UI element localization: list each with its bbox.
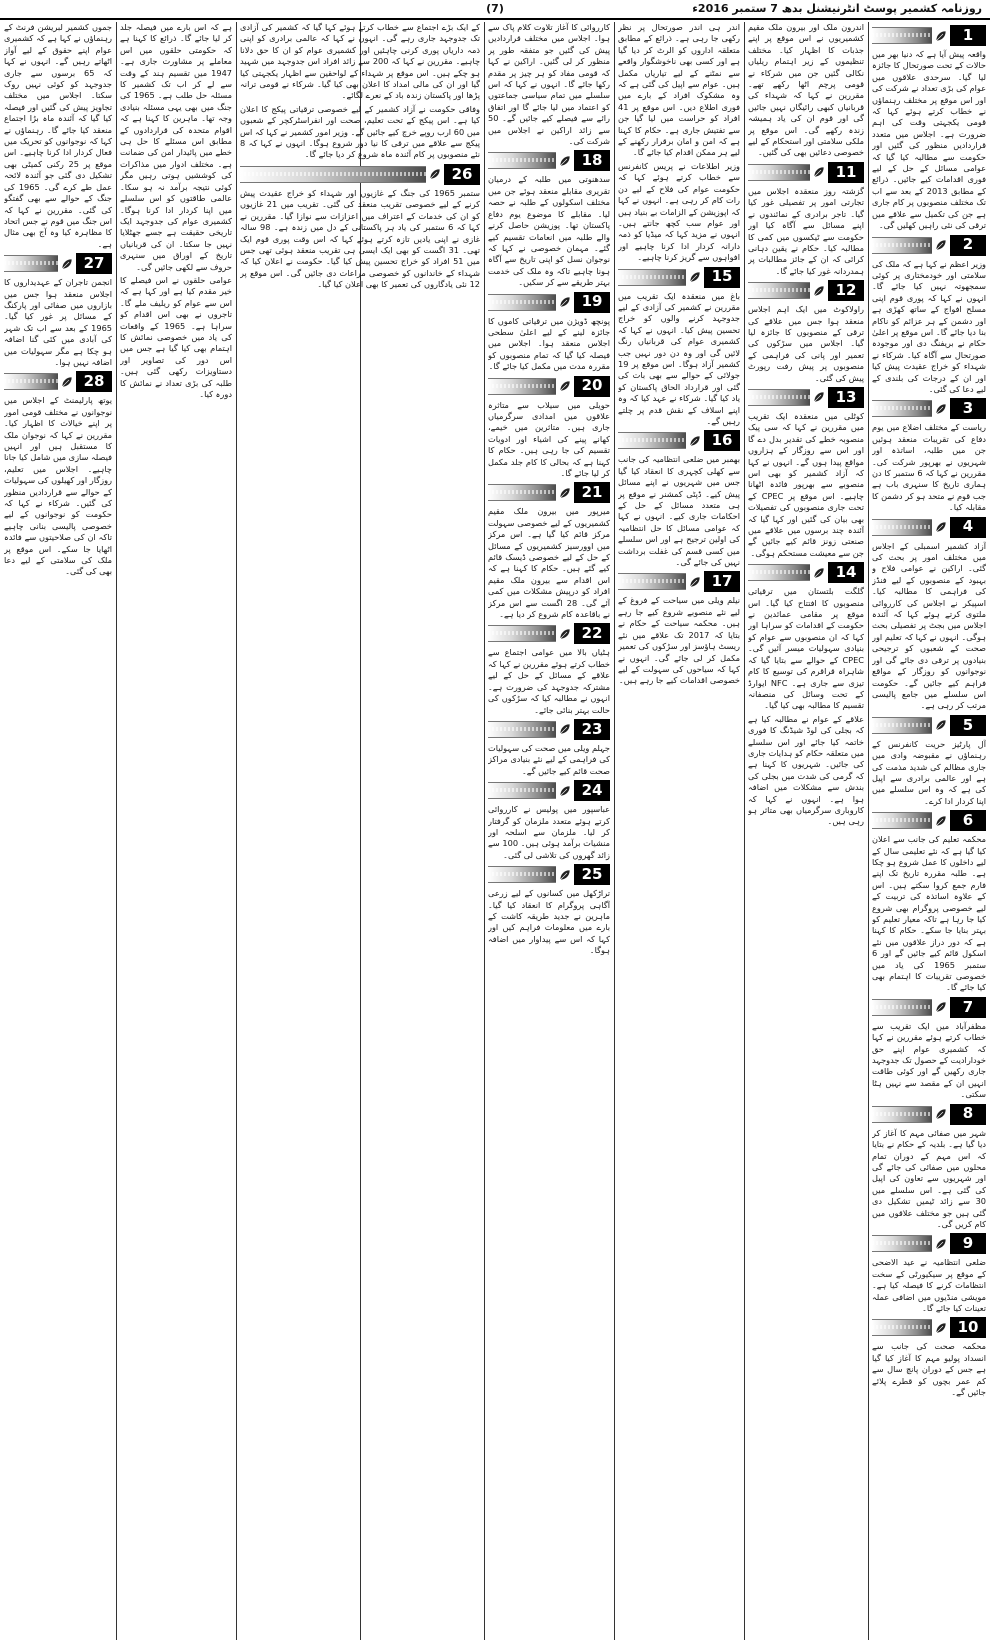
news-item-text: میرپور میں بیرون ملک مقیم کشمیریوں کے لیے خصوصی سہولت مرکز قائم کیا گیا ہے۔ اس مرکز میں اوورسیز کشمیریوں کے مسائل کے حل کے لیے خصوصی ڈیسک قائم کیے گئے ہیں۔ حکام کا کہنا ہے کہ اس اقدام سے بیرون ملک مقیم افراد کو درپیش مشکلات میں کمی آئے گی۔ 28 اگست سے اس مرکز نے باقاعدہ کام شروع کر دیا ہے۔ xyxy=(488,506,610,620)
news-item-text: نیلم ویلی میں سیاحت کے فروغ کے لیے نئے منصوبے شروع کیے جا رہے ہیں۔ محکمہ سیاحت کے حکام نے بتایا کہ 2017 تک علاقے میں نئے ریسٹ ہاؤسز اور سڑکوں کی تعمیر مکمل کر لی جائے گی۔ انہوں نے کہا کہ سیاحوں کی سہولت کے لیے خصوصی اقدامات کیے جا رہے ہیں۔ xyxy=(618,595,740,686)
news-item xyxy=(488,780,610,861)
news-item-text: وزیر اطلاعات نے پریس کانفرنس سے خطاب کرتے ہوئے کہا کہ حکومت عوام کی فلاح کے لیے دن رات کام کر رہی ہے۔ انہوں نے کہا کہ اپوزیشن کے الزامات بے بنیاد ہیں اور عوام سب کچھ جانتے ہیں۔ انہوں نے مزید کہا کہ میڈیا کو ذمہ دارانہ کردار ادا کرنا چاہیے اور افواہوں سے گریز کرنا چاہیے۔ xyxy=(618,160,740,263)
news-item-header xyxy=(488,482,610,503)
news-item xyxy=(618,267,740,428)
gradient-bar xyxy=(872,1319,932,1336)
news-item-number: 14 xyxy=(828,562,864,583)
news-item-header xyxy=(748,387,864,408)
gradient-bar xyxy=(488,625,556,642)
leaf-ornament-icon xyxy=(934,402,948,416)
news-item-header xyxy=(872,1104,986,1125)
news-item-header xyxy=(872,398,986,419)
leaf-ornament-icon xyxy=(60,257,74,271)
leaf-ornament-icon xyxy=(934,1000,948,1014)
news-item xyxy=(872,517,986,712)
leaf-ornament-icon xyxy=(934,1321,948,1335)
column-rule xyxy=(614,22,615,1640)
news-item-text: بھمبر میں ضلعی انتظامیہ کی جانب سے کھلی کچہری کا انعقاد کیا گیا جس میں شہریوں نے اپنے مسائل پیش کیے۔ ڈپٹی کمشنر نے موقع پر ہی متعدد مسائل کے حل کے احکامات جاری کیے۔ انہوں نے کہا کہ عوامی مسائل کا حل انتظامیہ کی اولین ترجیح ہے اور اس سلسلے میں کسی قسم کی غفلت برداشت نہیں کی جائے گی۔ xyxy=(618,454,740,568)
news-item-text: عوامی حلقوں نے اس فیصلے کا خیر مقدم کیا ہے اور کہا ہے کہ اس سے عوام کو ریلیف ملے گا۔ تاجروں نے بھی اس اقدام کو سراہا ہے۔ 1965 کے واقعات کی یاد میں خصوصی نمائش کا اہتمام بھی کیا گیا ہے جس میں اس دور کی تصاویر اور دستاویزات رکھی گئی ہیں۔ طلبہ کی بڑی تعداد نے نمائش کا دورہ کیا۔ xyxy=(120,274,232,399)
news-item-text: تراڑکھل میں کسانوں کے لیے زرعی آگاہی پروگرام کا انعقاد کیا گیا۔ ماہرین نے جدید طریقہ کاشت کے بارے میں معلومات فراہم کیں اور کہا کہ اس سے پیداوار میں اضافہ ہوگا۔ xyxy=(488,888,610,956)
leaf-ornament-icon xyxy=(558,295,572,309)
news-item-text: ہے کہ اس بارے میں فیصلہ جلد کر لیا جائے گا۔ ذرائع کا کہنا ہے کہ حکومتی حلقوں میں اس معاملے پر مشاورت جاری ہے۔ 1947 میں تقسیم ہند کے وقت سے لے کر اب تک کشمیر کا مسئلہ حل طلب ہے۔ 1965 کی جنگ میں بھی یہی مسئلہ بنیادی وجہ تھا۔ ماہرین کا کہنا ہے کہ اقوام متحدہ کی قراردادوں کے مطابق اس مسئلے کا حل ہی خطے میں پائیدار امن کی ضمانت ہے۔ مختلف ادوار میں مذاکرات کی کوششیں ہوتی رہیں مگر کوئی نتیجہ برآمد نہ ہو سکا۔ عالمی طاقتوں کو اس سلسلے میں اپنا کردار ادا کرنا ہوگا۔ کشمیری عوام کی جدوجہد ایک تاریخی حقیقت ہے جسے جھٹلایا نہیں جا سکتا۔ ان کی قربانیاں تاریخ کے اوراق میں سنہری حروف سے لکھی جائیں گی۔ xyxy=(120,22,232,272)
news-item xyxy=(872,25,986,232)
page-number: (7) xyxy=(486,2,504,15)
gradient-bar xyxy=(872,999,932,1016)
news-item-number: 10 xyxy=(950,1317,986,1338)
news-item-text: ریاست کے مختلف اضلاع میں یوم دفاع کی تقریبات منعقد ہوئیں جن میں طلبہ، اساتذہ اور شہریوں نے بھرپور شرکت کی۔ مقررین نے کہا کہ 6 ستمبر کا دن ہماری تاریخ کا سنہری باب ہے جب قوم نے متحد ہو کر دشمن کا مقابلہ کیا۔ xyxy=(872,422,986,513)
column-rule xyxy=(236,22,237,1640)
news-item-number: 16 xyxy=(704,430,740,451)
news-item-header xyxy=(872,715,986,736)
news-item xyxy=(4,22,112,250)
leaf-ornament-icon xyxy=(60,375,74,389)
gradient-bar xyxy=(488,294,556,311)
news-item xyxy=(120,275,232,400)
news-item-number: 26 xyxy=(444,164,480,185)
news-item xyxy=(488,623,610,715)
column-2 xyxy=(748,22,864,1640)
news-item xyxy=(872,810,986,994)
news-item-number: 18 xyxy=(574,150,610,171)
news-item xyxy=(488,719,610,777)
news-item-text: یوتھ پارلیمنٹ کے اجلاس میں نوجوانوں نے مختلف قومی امور پر اپنے خیالات کا اظہار کیا۔ مقررین نے کہا کہ نوجوان ملک کا مستقبل ہیں اور انہیں فیصلہ سازی میں شامل کیا جانا چاہیے۔ اجلاس میں تعلیم، روزگار اور کھیلوں کی سہولیات کے حوالے سے قراردادیں منظور کی گئیں۔ شرکاء نے کہا کہ حکومت کو نوجوانوں کے لیے خصوصی پالیسی بنانی چاہیے تاکہ ان کی صلاحیتوں سے فائدہ اٹھایا جا سکے۔ اس موقع پر ملک کی سلامتی کے لیے دعا بھی کی گئی۔ xyxy=(4,395,112,577)
news-item xyxy=(748,714,864,828)
gradient-bar xyxy=(240,166,426,183)
news-item xyxy=(240,22,480,102)
news-item-number: 28 xyxy=(76,371,112,392)
gradient-bar xyxy=(618,269,686,286)
news-item xyxy=(488,22,610,147)
news-item xyxy=(618,22,740,159)
news-item xyxy=(872,398,986,513)
news-item-header xyxy=(618,571,740,592)
leaf-ornament-icon xyxy=(688,434,702,448)
leaf-ornament-icon xyxy=(812,165,826,179)
news-item-header xyxy=(488,780,610,801)
news-item-text: آزاد کشمیر اسمبلی کے اجلاس میں مختلف امور پر بحث کی گئی۔ اراکین نے عوامی فلاح و بہبود کے منصوبوں کے لیے فنڈز کی فراہمی کا مطالبہ کیا۔ اسپیکر نے اجلاس کی کارروائی ملتوی کرتے ہوئے کہا کہ آئندہ اجلاس میں بجٹ پر تفصیلی بحث ہوگی۔ انہوں نے کہا کہ تعلیم اور صحت کے شعبوں کو ترجیحی بنیادوں پر ترقی دی جائے گی اور نوجوانوں کو روزگار کے مواقع فراہم کیے جائیں گے۔ حکومت اس سلسلے میں جامع پالیسی مرتب کر رہی ہے۔ xyxy=(872,540,986,711)
news-item-header xyxy=(872,517,986,538)
news-item xyxy=(618,571,740,686)
news-item-number: 15 xyxy=(704,267,740,288)
news-item-text: انجمن تاجران کے عہدیداروں کا اجلاس منعقد ہوا جس میں بازاروں میں صفائی اور پارکنگ کے مسائل پر غور کیا گیا۔ 1965 کے بعد سے اب تک شہر کی آبادی میں کئی گنا اضافہ ہو چکا ہے مگر سہولیات میں اضافہ نہیں ہوا۔ xyxy=(4,277,112,367)
news-item-text: ہٹیاں بالا میں عوامی اجتماع سے خطاب کرتے ہوئے مقررین نے کہا کہ علاقے کے مسائل کے حل کے لیے مشترکہ جدوجہد کی ضرورت ہے۔ انہوں نے مطالبہ کیا کہ سڑکوں کی حالت بہتر بنائی جائے۔ xyxy=(488,647,610,715)
gradient-bar xyxy=(4,255,58,272)
leaf-ornament-icon xyxy=(558,722,572,736)
leaf-ornament-icon xyxy=(558,784,572,798)
news-item-header xyxy=(4,371,112,392)
news-item-text: کوٹلی میں منعقدہ ایک تقریب میں مقررین نے کہا کہ سی پیک منصوبہ خطے کی تقدیر بدل دے گا اور اس سے روزگار کے ہزاروں مواقع پیدا ہوں گے۔ انہوں نے کہا کہ آزاد کشمیر کو بھی اس منصوبے سے بھرپور فائدہ اٹھانا چاہیے۔ اس موقع پر CPEC کے تحت جاری منصوبوں کی تفصیلات بھی بیان کی گئیں اور کہا گیا کہ آئندہ چند برسوں میں علاقے میں صنعتی زونز قائم کیے جائیں گے جن سے معیشت مستحکم ہوگی۔ xyxy=(748,410,864,558)
news-item-header xyxy=(488,719,610,740)
news-item-header xyxy=(748,280,864,301)
news-item-header xyxy=(488,864,610,885)
gradient-bar xyxy=(618,573,686,590)
gradient-bar xyxy=(488,721,556,738)
news-item-number: 7 xyxy=(950,997,986,1018)
news-item-number: 1 xyxy=(950,25,986,46)
leaf-ornament-icon xyxy=(934,238,948,252)
leaf-ornament-icon xyxy=(934,520,948,534)
column-5 xyxy=(240,22,480,1640)
gradient-bar xyxy=(488,782,556,799)
gradient-bar xyxy=(872,400,932,417)
news-item-header xyxy=(488,150,610,171)
news-item-header xyxy=(240,164,480,185)
news-item-text: محکمہ تعلیم کی جانب سے اعلان کیا گیا ہے کہ نئے تعلیمی سال کے لیے داخلوں کا عمل شروع ہو چکا ہے۔ طلبہ مقررہ تاریخ تک اپنے فارم جمع کروا سکتے ہیں۔ اس کے علاوہ اساتذہ کی تربیت کے لیے خصوصی پروگرام بھی شروع کیا جا رہا ہے تاکہ معیار تعلیم کو بہتر بنایا جا سکے۔ حکام کا کہنا ہے کہ دور دراز علاقوں میں نئے اسکول قائم کیے جائیں گے اور 6 ستمبر 1965 کی یاد میں خصوصی تقریبات کا اہتمام بھی کیا جائے گا۔ xyxy=(872,834,986,993)
news-item-text: اندرون ملک اور بیرون ملک مقیم کشمیریوں نے اس موقع پر اپنے جذبات کا اظہار کیا۔ مختلف تنظیموں کے زیر اہتمام ریلیاں نکالی گئیں جن میں شرکاء نے قومی پرچم اٹھا رکھے تھے۔ مقررین نے کہا کہ شہداء کی قربانیاں کبھی رائیگاں نہیں جائیں گی اور قوم ان کی یاد ہمیشہ زندہ رکھے گی۔ اس موقع پر ملکی سلامتی اور استحکام کے لیے خصوصی دعائیں بھی کی گئیں۔ xyxy=(748,22,864,158)
news-item xyxy=(488,864,610,956)
page-header xyxy=(0,0,990,20)
news-item-header xyxy=(488,376,610,397)
gradient-bar xyxy=(748,282,810,299)
news-item xyxy=(488,482,610,620)
news-item-text: آل پارٹیز حریت کانفرنس کے رہنماؤں نے مقبوضہ وادی میں جاری مظالم کی شدید مذمت کی ہے اور عالمی برادری سے اپیل کی ہے کہ وہ اس سلسلے میں اپنا کردار ادا کرے۔ xyxy=(872,738,986,806)
news-item-number: 27 xyxy=(76,253,112,274)
news-item-text: واقعہ پیش آیا ہے کہ دنیا بھر میں حالات کے تحت صورتحال کا جائزہ لیا گیا۔ سرحدی علاقوں میں عوام کی بڑی تعداد نے شرکت کی اور اس موقع پر مختلف رہنماؤں نے خطاب کرتے ہوئے کہا کہ قومی یکجہتی وقت کی اہم ضرورت ہے۔ اجلاس میں متعدد قراردادیں منظور کی گئیں اور حکومت سے مطالبہ کیا گیا کہ عوامی مسائل کے حل کے لیے فوری اقدامات کیے جائیں۔ ذرائع کے مطابق 2013 کے بعد سے اب تک مختلف منصوبوں پر کام جاری ہے جن کی تکمیل سے علاقے میں ترقی کی نئی راہیں کھلیں گی۔ xyxy=(872,49,986,231)
news-item-number: 17 xyxy=(704,571,740,592)
news-item-text: وفاقی حکومت نے آزاد کشمیر کے لیے خصوصی ترقیاتی پیکج کا اعلان کیا ہے۔ اس پیکج کے تحت تعلیم، صحت اور انفراسٹرکچر کے شعبوں میں 60 ارب روپے خرچ کیے جائیں گے۔ وزیر امور کشمیر نے کہا کہ اس پیکج سے علاقے میں ترقی کا نیا دور شروع ہوگا۔ انہوں نے کہا کہ 8 نئے منصوبوں پر کام آئندہ ماہ شروع کر دیا جائے گا۔ xyxy=(240,103,480,160)
news-item-text: ستمبر 1965 کی جنگ کے غازیوں اور شہداء کو خراج عقیدت پیش کرنے کے لیے خصوصی تقریب منعقد کی گئی۔ تقریب میں 21 غازیوں کو ان کی خدمات کے اعتراف میں اعزازات سے نوازا گیا۔ مقررین نے کہا کہ 6 ستمبر کی یاد ہر پاکستانی کے دل میں زندہ ہے۔ 98 سالہ غازی نے اپنی یادیں تازہ کرتے ہوئے کہا کہ اس وقت پوری قوم ایک تھی۔ 31 اگست کو بھی ایک ایسی ہی تقریب منعقد ہوئی تھی جس میں 51 افراد کو خراج تحسین پیش کیا گیا۔ حکومت نے اعلان کیا کہ شہداء کے خاندانوں کو خصوصی مراعات دی جائیں گی۔ اس موقع پر 12 نئی یادگاروں کی تعمیر کا بھی اعلان کیا گیا۔ xyxy=(240,187,480,290)
news-item xyxy=(748,387,864,559)
news-item xyxy=(748,280,864,384)
gradient-bar xyxy=(488,378,556,395)
gradient-bar xyxy=(748,564,810,581)
leaf-ornament-icon xyxy=(812,284,826,298)
gradient-bar xyxy=(748,164,810,181)
news-item-number: 9 xyxy=(950,1233,986,1254)
news-item xyxy=(488,376,610,480)
column-rule xyxy=(868,22,869,1640)
leaf-ornament-icon xyxy=(558,486,572,500)
news-item xyxy=(4,253,112,368)
news-item xyxy=(488,150,610,288)
masthead: روزنامہ کشمیر پوسٹ انٹرنیشنل بدھ 7 ستمبر 2016ء xyxy=(692,2,982,15)
leaf-ornament-icon xyxy=(688,270,702,284)
gradient-bar xyxy=(872,1106,932,1123)
news-item-number: 4 xyxy=(950,517,986,538)
leaf-ornament-icon xyxy=(558,379,572,393)
news-item-text: عباسپور میں پولیس نے کارروائی کرتے ہوئے متعدد ملزمان کو گرفتار کر لیا۔ ملزمان سے اسلحہ اور منشیات برآمد ہوئی ہیں۔ 100 سے زائد گھروں کی تلاشی لی گئی۔ xyxy=(488,804,610,860)
news-item-number: 21 xyxy=(574,482,610,503)
news-item-text: راولاکوٹ میں ایک اہم اجلاس منعقد ہوا جس میں علاقے کی ترقی کے منصوبوں کا جائزہ لیا گیا۔ اجلاس میں سڑکوں کی تعمیر اور پانی کی فراہمی کے منصوبوں پر پیش رفت رپورٹ پیش کی گئی۔ xyxy=(748,304,864,383)
news-item-text: کارروائی کا آغاز تلاوت کلام پاک سے ہوا۔ اجلاس میں مختلف قراردادیں پیش کی گئیں جو متفقہ طور پر منظور کر لی گئیں۔ اراکین نے کہا کہ قومی مفاد کو ہر چیز پر مقدم رکھا جائے گا۔ انہوں نے کہا کہ اس سلسلے میں تمام سیاسی جماعتوں کو اعتماد میں لیا جائے گا اور اتفاق رائے سے فیصلے کیے جائیں گے۔ 50 سے زائد اراکین نے اجلاس میں شرکت کی۔ xyxy=(488,22,610,147)
news-item-number: 25 xyxy=(574,864,610,885)
gradient-bar xyxy=(488,484,556,501)
gradient-bar xyxy=(872,519,932,536)
news-item-number: 6 xyxy=(950,810,986,831)
news-item-text: وزیر اعظم نے کہا ہے کہ ملک کی سلامتی اور خودمختاری پر کوئی سمجھوتہ نہیں کیا جائے گا۔ انہوں نے کہا کہ پوری قوم اپنی مسلح افواج کے ساتھ کھڑی ہے اور دشمن کے ہر عزائم کو ناکام بنا دیا جائے گا۔ اس موقع پر اعلیٰ حکام نے بریفنگ دی اور موجودہ صورتحال سے آگاہ کیا۔ شرکاء نے شہداء کو خراج عقیدت پیش کیا اور ان کے درجات کی بلندی کے لیے دعا کی گئی۔ xyxy=(872,258,986,394)
news-item-text: جموں کشمیر لبریشن فرنٹ کے رہنماؤں نے کہا ہے کہ کشمیری عوام اپنے حقوق کے لیے آواز اٹھاتے رہیں گے۔ انہوں نے کہا کہ 65 برسوں سے جاری جدوجہد کو کوئی نہیں روک سکتا۔ اجلاس میں مختلف تجاویز پیش کی گئیں اور فیصلہ کیا گیا کہ آئندہ ماہ بڑا اجتماع منعقد کیا جائے گا۔ رہنماؤں نے کہا کہ نوجوانوں کو تحریک میں فعال کردار ادا کرنا چاہیے۔ اس موقع پر 25 رکنی کمیٹی بھی تشکیل دی گئی جو آئندہ لائحہ عمل طے کرے گی۔ 1965 کی جنگ کے حوالے سے بھی گفتگو کی گئی۔ مقررین نے کہا کہ اس جنگ میں قوم نے جس اتحاد کا مظاہرہ کیا وہ آج بھی مثال ہے۔ xyxy=(4,22,112,249)
leaf-ornament-icon xyxy=(934,814,948,828)
column-3 xyxy=(618,22,740,1640)
news-item-text: باغ میں منعقدہ ایک تقریب میں مقررین نے کشمیر کی آزادی کے لیے جدوجہد کرنے والوں کو خراج تحسین پیش کیا۔ انہوں نے کہا کہ کشمیری عوام کی قربانیاں رنگ لائیں گی اور وہ دن دور نہیں جب کشمیر آزاد ہوگا۔ اس موقع پر 19 جولائی کے حوالے سے بھی بات کی گئی اور قرارداد الحاق پاکستان کو یاد کیا گیا۔ شرکاء نے عہد کیا کہ وہ اپنے اسلاف کے نقش قدم پر چلتے رہیں گے۔ xyxy=(618,290,740,426)
gradient-bar xyxy=(618,432,686,449)
news-item-header xyxy=(872,1233,986,1254)
gradient-bar xyxy=(872,27,932,44)
news-item-number: 8 xyxy=(950,1104,986,1125)
news-item-number: 24 xyxy=(574,780,610,801)
leaf-ornament-icon xyxy=(934,1107,948,1121)
gradient-bar xyxy=(872,812,932,829)
news-item-header xyxy=(872,1317,986,1338)
gradient-bar xyxy=(748,389,810,406)
news-item-number: 5 xyxy=(950,715,986,736)
news-item-number: 11 xyxy=(828,162,864,183)
news-item-text: حویلی میں سیلاب سے متاثرہ علاقوں میں امدادی سرگرمیاں جاری ہیں۔ متاثرین میں خیمے، کھانے پینے کی اشیاء اور ادویات تقسیم کی جا رہی ہیں۔ حکام کا کہنا ہے کہ بحالی کا کام جلد مکمل کر لیا جائے گا۔ xyxy=(488,399,610,478)
news-item xyxy=(4,371,112,578)
news-item xyxy=(120,22,232,273)
news-item-text: سدھنوتی میں طلبہ کے درمیان تقریری مقابلے منعقد ہوئے جن میں مختلف اسکولوں کے طلبہ نے حصہ لیا۔ مقابلے کا موضوع یوم دفاع پاکستان تھا۔ پوزیشن حاصل کرنے والے طلبہ میں انعامات تقسیم کیے گئے۔ مہمان خصوصی نے کہا کہ نوجوان نسل کو اپنی تاریخ سے آگاہ ہونا چاہیے تاکہ وہ ملک کی خدمت بہتر طریقے سے کر سکیں۔ xyxy=(488,174,610,288)
gradient-bar xyxy=(872,717,932,734)
news-item-text: محکمہ صحت کی جانب سے انسداد پولیو مہم کا آغاز کیا گیا ہے جس کے دوران پانچ سال سے کم عمر بچوں کو قطرے پلائے جائیں گے۔ xyxy=(872,1341,986,1397)
leaf-ornament-icon xyxy=(934,1237,948,1251)
column-4 xyxy=(488,22,610,1640)
news-item xyxy=(240,104,480,161)
news-item xyxy=(618,161,740,264)
news-item xyxy=(488,292,610,373)
news-item-text: جہلم ویلی میں صحت کی سہولیات کی فراہمی کے لیے نئے بنیادی مراکز صحت قائم کیے جائیں گے۔ xyxy=(488,742,610,776)
leaf-ornament-icon xyxy=(558,627,572,641)
news-item-header xyxy=(488,292,610,313)
gradient-bar xyxy=(872,237,932,254)
leaf-ornament-icon xyxy=(934,29,948,43)
news-item-text: گزشتہ روز منعقدہ اجلاس میں تجارتی امور پر تفصیلی غور کیا گیا۔ تاجر برادری کے نمائندوں نے اپنے مسائل سے آگاہ کیا اور حکومت سے ٹیکسوں میں کمی کا مطالبہ کیا۔ حکام نے یقین دہانی کرائی کہ ان کے جائز مطالبات پر ہمدردانہ غور کیا جائے گا۔ xyxy=(748,185,864,276)
news-item xyxy=(872,1233,986,1314)
gradient-bar xyxy=(488,866,556,883)
news-item-header xyxy=(872,997,986,1018)
news-item-header xyxy=(618,267,740,288)
column-rule xyxy=(484,22,485,1640)
news-item xyxy=(872,715,986,807)
leaf-ornament-icon xyxy=(812,390,826,404)
news-item-header xyxy=(748,562,864,583)
leaf-ornament-icon xyxy=(428,167,442,181)
gradient-bar xyxy=(4,373,58,390)
news-item xyxy=(872,997,986,1101)
news-item-number: 19 xyxy=(574,292,610,313)
news-item-number: 2 xyxy=(950,235,986,256)
news-item-number: 23 xyxy=(574,719,610,740)
news-item-number: 12 xyxy=(828,280,864,301)
news-item xyxy=(748,562,864,711)
news-item-number: 3 xyxy=(950,398,986,419)
leaf-ornament-icon xyxy=(934,718,948,732)
column-rule xyxy=(116,22,117,1640)
news-item xyxy=(872,1104,986,1231)
news-item-header xyxy=(4,253,112,274)
news-item-text: شہر میں صفائی مہم کا آغاز کر دیا گیا ہے۔ بلدیہ کے حکام نے بتایا کہ اس مہم کے دوران تمام محلوں میں صفائی کی جائے گی اور شہریوں سے تعاون کی اپیل کی گئی ہے۔ اس سلسلے میں 30 سے زائد ٹیمیں تشکیل دی گئی ہیں جو مختلف علاقوں میں کام کریں گی۔ xyxy=(872,1127,986,1229)
news-item xyxy=(872,1317,986,1398)
news-item xyxy=(240,164,480,291)
news-item xyxy=(748,162,864,277)
column-rule xyxy=(744,22,745,1640)
news-item-number: 20 xyxy=(574,376,610,397)
news-item xyxy=(618,430,740,568)
leaf-ornament-icon xyxy=(688,575,702,589)
news-item-header xyxy=(872,235,986,256)
news-item-header xyxy=(618,430,740,451)
news-item-text: کے ایک بڑے اجتماع سے خطاب کرتے ہوئے کہا گیا کہ کشمیر کی آزادی تک جدوجہد جاری رہے گی۔ انہوں نے کہا کہ عالمی برادری کو اپنی ذمہ داریاں پوری کرنی چاہئیں اور کشمیری عوام کو ان کا حق دلانا چاہیے۔ مقررین نے کہا کہ 200 سے زائد افراد اس جدوجہد میں شہید ہو چکے ہیں۔ اس موقع پر شہداء کے لواحقین سے اظہار یکجہتی کیا گیا اور ان کی مالی امداد کا اعلان بھی کیا گیا۔ شرکاء نے قومی ترانہ پڑھا اور پاکستان زندہ باد کے نعرے لگائے۔ xyxy=(240,22,480,101)
news-item-header xyxy=(872,810,986,831)
column-1 xyxy=(872,22,986,1640)
news-item-header xyxy=(748,162,864,183)
column-6 xyxy=(120,22,232,1640)
news-item-number: 13 xyxy=(828,387,864,408)
news-item xyxy=(748,22,864,159)
column-7 xyxy=(4,22,112,1640)
news-item-text: ضلعی انتظامیہ نے عید الاضحی کے موقع پر سیکیورٹی کے سخت انتظامات کرنے کا فیصلہ کیا ہے۔ مویشی منڈیوں میں اضافی عملہ تعینات کیا جائے گا۔ xyxy=(872,1257,986,1313)
news-item-header xyxy=(488,623,610,644)
leaf-ornament-icon xyxy=(558,154,572,168)
gradient-bar xyxy=(488,152,556,169)
news-item-text: اندر ہی اندر صورتحال پر نظر رکھی جا رہی ہے۔ ذرائع کے مطابق متعلقہ اداروں کو الرٹ کر دیا گیا ہے اور کسی بھی ناخوشگوار واقعے سے نمٹنے کے لیے تیاریاں مکمل ہیں۔ عوام سے اپیل کی گئی ہے کہ وہ مشکوک افراد کے بارے میں فوری اطلاع دیں۔ اس موقع پر 41 افراد کو حراست میں لیا گیا جن سے تفتیش جاری ہے۔ حکام کا کہنا ہے کہ امن و امان برقرار رکھنے کے لیے ہر ممکن اقدام کیا جائے گا۔ xyxy=(618,22,740,158)
news-item-text: علاقے کے عوام نے مطالبہ کیا ہے کہ بجلی کی لوڈ شیڈنگ کا فوری خاتمہ کیا جائے اور اس سلسلے میں متعلقہ حکام کو ہدایات جاری کی جائیں۔ شہریوں کا کہنا ہے کہ گرمی کی شدت میں بجلی کی بندش سے مشکلات میں اضافہ ہوا ہے۔ انہوں نے کہا کہ کاروباری سرگرمیاں بھی متاثر ہو رہی ہیں۔ xyxy=(748,713,864,827)
news-item-header xyxy=(872,25,986,46)
leaf-ornament-icon xyxy=(558,868,572,882)
news-item-text: مظفرآباد میں ایک تقریب سے خطاب کرتے ہوئے مقررین نے کہا کہ کشمیری عوام اپنے حق خودارادیت کے حصول تک جدوجہد جاری رکھیں گے اور کوئی طاقت انہیں ان کے مقصد سے نہیں ہٹا سکتی۔ xyxy=(872,1020,986,1100)
gradient-bar xyxy=(872,1235,932,1252)
news-item-number: 22 xyxy=(574,623,610,644)
news-item-text: پونچھ ڈویژن میں ترقیاتی کاموں کا جائزہ لینے کے لیے اعلیٰ سطحی اجلاس منعقد ہوا۔ اجلاس میں فیصلہ کیا گیا کہ تمام منصوبوں کو مقررہ مدت میں مکمل کیا جائے گا۔ xyxy=(488,315,610,372)
leaf-ornament-icon xyxy=(812,566,826,580)
news-item xyxy=(872,235,986,396)
news-item-text: گلگت بلتستان میں ترقیاتی منصوبوں کا افتتاح کیا گیا۔ اس موقع پر مقامی عمائدین نے حکومت کے اقدامات کو سراہا اور کہا کہ ان منصوبوں سے عوام کو بنیادی سہولیات میسر آئیں گی۔ CPEC کے حوالے سے بتایا گیا کہ شاہراہ قراقرم کی توسیع کا کام تیزی سے جاری ہے۔ NFC ایوارڈ کے تحت وسائل کی منصفانہ تقسیم کا مطالبہ بھی کیا گیا۔ xyxy=(748,586,864,711)
